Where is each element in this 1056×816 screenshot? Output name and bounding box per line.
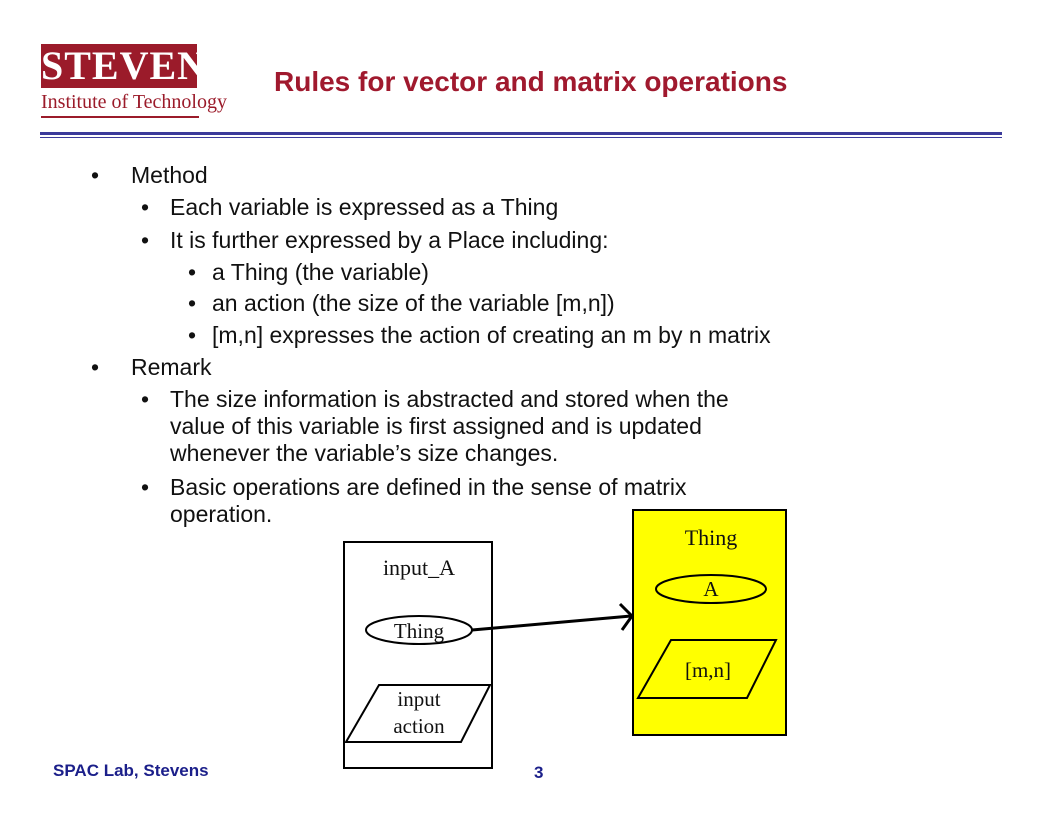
connector-arrow bbox=[472, 616, 631, 630]
bullet-further: It is further expressed by a Place including: bbox=[170, 227, 609, 253]
bullet-dot: • bbox=[188, 259, 197, 285]
bullet-method: Method bbox=[131, 162, 208, 188]
bullet-dot: • bbox=[91, 162, 100, 188]
input-thing-label: Thing bbox=[393, 619, 445, 643]
bullet-size-line2: value of this variable is first assigned and is updated bbox=[170, 413, 702, 439]
bullet-dot: • bbox=[141, 386, 150, 412]
bullet-size-line3: whenever the variable’s size changes. bbox=[170, 440, 559, 466]
bullet-thing: a Thing (the variable) bbox=[212, 259, 429, 285]
thing-box-title: Thing bbox=[684, 525, 738, 550]
mn-action-label: [m,n] bbox=[684, 658, 732, 682]
input-action-line2: action bbox=[393, 714, 445, 738]
page-number: 3 bbox=[534, 763, 544, 782]
bullet-dot: • bbox=[91, 354, 100, 380]
bullet-basic-line1: Basic operations are defined in the sense of matrix bbox=[170, 474, 687, 500]
bullet-dot: • bbox=[141, 194, 150, 220]
bullet-dot: • bbox=[141, 474, 150, 500]
logo-name: STEVENS bbox=[41, 43, 231, 88]
thing-ellipse-label: A bbox=[703, 577, 719, 601]
bullet-each-variable: Each variable is expressed as a Thing bbox=[170, 194, 559, 220]
footer-lab: SPAC Lab, Stevens bbox=[53, 761, 209, 780]
bullet-dot: • bbox=[188, 290, 197, 316]
bullet-basic-line2: operation. bbox=[170, 501, 273, 527]
bullet-action: an action (the size of the variable [m,n]) bbox=[212, 290, 615, 316]
bullet-remark: Remark bbox=[131, 354, 212, 380]
input-a-title: input_A bbox=[382, 555, 456, 580]
bullet-dot: • bbox=[141, 227, 150, 253]
input-action-line1: input bbox=[397, 687, 441, 711]
bullet-mn: [m,n] expresses the action of creating an m by n matrix bbox=[212, 322, 771, 348]
bullet-dot: • bbox=[188, 322, 197, 348]
bullet-size-line1: The size information is abstracted and stored when the bbox=[170, 386, 729, 412]
logo-subtitle: Institute of Technology bbox=[41, 91, 227, 113]
thing-place-diagram bbox=[330, 500, 800, 772]
slide-title: Rules for vector and matrix operations bbox=[274, 66, 788, 97]
